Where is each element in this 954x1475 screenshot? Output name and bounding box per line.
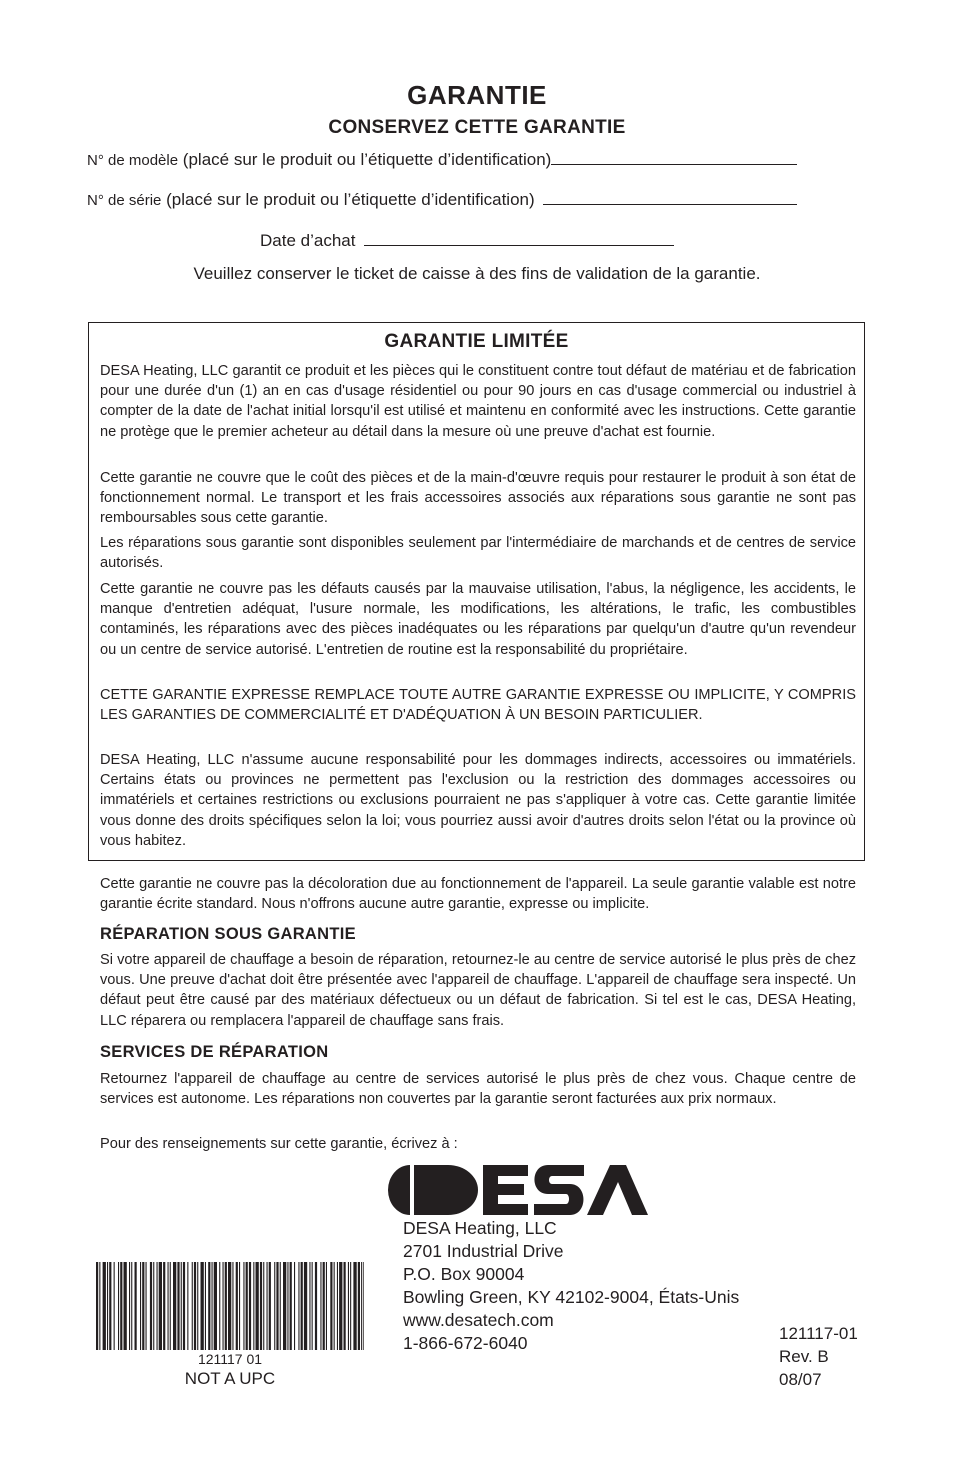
barcode-bar bbox=[298, 1262, 299, 1350]
model-number-blank[interactable] bbox=[551, 149, 797, 165]
barcode-bar bbox=[287, 1262, 288, 1350]
barcode-bar bbox=[212, 1262, 213, 1350]
barcode-bar bbox=[323, 1262, 325, 1350]
barcode-bar bbox=[312, 1262, 313, 1350]
barcode-bar bbox=[205, 1262, 206, 1350]
barcode-bar bbox=[361, 1262, 362, 1350]
barcode-bar bbox=[256, 1262, 259, 1350]
part-number: 121117-01 bbox=[779, 1324, 858, 1343]
contact-intro: Pour des renseignements sur cette garantie, écrivez à : bbox=[100, 1136, 458, 1152]
barcode-bar bbox=[103, 1262, 106, 1350]
barcode-bar bbox=[150, 1262, 152, 1350]
company-address bbox=[403, 1217, 739, 1355]
barcode-bar bbox=[124, 1262, 127, 1350]
barcode-bar bbox=[326, 1262, 327, 1350]
city-state-zip: Bowling Green, KY 42102-9004, États-Unis bbox=[403, 1287, 740, 1307]
barcode-bar bbox=[348, 1262, 349, 1350]
barcode-bar bbox=[263, 1262, 264, 1350]
repair-services-text: Retournez l'appareil de chauffage au centre de services autorisé le plus près de chez vous. Chaque centre de services est autonome. Les réparations non couvertes par la garantie seront facturées aux prix normaux. bbox=[100, 1071, 856, 1108]
barcode-bar bbox=[228, 1262, 231, 1350]
barcode-bar bbox=[239, 1262, 240, 1350]
repair-services-heading: SERVICES DE RÉPARATION bbox=[100, 1043, 329, 1061]
barcode-bar bbox=[253, 1262, 254, 1350]
serial-number-line bbox=[87, 189, 797, 210]
barcode-bar bbox=[159, 1262, 162, 1350]
barcode-bar bbox=[208, 1262, 210, 1350]
barcode-image bbox=[96, 1262, 364, 1350]
receipt-note: Veuillez conserver le ticket de caisse à des fins de validation de la garantie. bbox=[193, 264, 761, 283]
warranty-paragraph-3: Les réparations sous garantie sont disponibles seulement par l'intermédiaire de marchands et de centres de service autorisés. bbox=[100, 535, 856, 572]
barcode-bar bbox=[294, 1262, 295, 1350]
company-name: DESA Heating, LLC bbox=[403, 1218, 557, 1238]
document-info bbox=[779, 1322, 858, 1391]
warranty-paragraph-6: DESA Heating, LLC n'assume aucune responsabilité pour les dommages indirects, accessoires ou immatériels. Certains états ou provinces ne permettent pas l'exclusion ou la restriction des dommages accessoires ou immatériels et certaines restrictions ou exclusions pourraient ne pas s'appliquer à votre cas. Cette garantie limitée vous donne des droits spécifiques selon la loi; vous pourriez aussi avoir d'autres droits selon l'état ou la province où vous habitez. bbox=[100, 752, 856, 849]
barcode-bar bbox=[339, 1262, 342, 1350]
limited-warranty-box bbox=[88, 322, 865, 861]
warranty-paragraph-5: CETTE GARANTIE EXPRESSE REMPLACE TOUTE AUTRE GARANTIE EXPRESSE OU IMPLICITE, Y COMPRIS LES GARANTIES DE COMMERCIALITÉ ET D'ADÉQUATION À UN BESOIN PARTICULIER. bbox=[100, 687, 856, 724]
limited-warranty-title: GARANTIE LIMITÉE bbox=[384, 331, 569, 352]
barcode-bar bbox=[194, 1262, 196, 1350]
barcode-bar bbox=[330, 1262, 332, 1350]
barcode-bar bbox=[320, 1262, 321, 1350]
barcode-bar bbox=[140, 1262, 141, 1350]
barcode-bar bbox=[260, 1262, 262, 1350]
barcode-bar bbox=[163, 1262, 165, 1350]
barcode-bar bbox=[157, 1262, 158, 1350]
barcode-bar bbox=[363, 1262, 364, 1350]
warranty-repair-heading: RÉPARATION SOUS GARANTIE bbox=[100, 925, 356, 943]
barcode-bar bbox=[358, 1262, 360, 1350]
barcode-number: 121117 01 bbox=[197, 1351, 263, 1367]
barcode-bar bbox=[177, 1262, 179, 1350]
desa-logo bbox=[388, 1165, 648, 1215]
barcode-bar bbox=[201, 1262, 204, 1350]
barcode-bar bbox=[181, 1262, 182, 1350]
barcode-bar bbox=[170, 1262, 171, 1350]
model-number-prefix: N° de modèle bbox=[87, 152, 179, 169]
serial-number-text: (placé sur le produit ou l’étiquette d’identification) bbox=[166, 190, 535, 209]
barcode-bar bbox=[315, 1262, 317, 1350]
serial-number-prefix: N° de série bbox=[87, 192, 162, 209]
barcode-bar bbox=[96, 1262, 98, 1350]
warranty-paragraph-1: DESA Heating, LLC garantit ce produit et les pièces qui le constituent contre tout défaut de matériau et de fabrication pour une durée d'un (1) an en cas d'usage résidentiel ou pour 90 jours en cas d'usage commercial ou industriel à compter de la date de l'achat initial lorsqu'il est utilisé et maintenu en conformité avec les instructions. Cette garantie ne protège que le premier acheteur au détail dans la mesure où une preuve d'achat est fournie. bbox=[100, 363, 856, 440]
barcode-bar bbox=[249, 1262, 251, 1350]
barcode-bar bbox=[236, 1262, 238, 1350]
barcode-bar bbox=[168, 1262, 169, 1350]
barcode-bar bbox=[225, 1262, 227, 1350]
warranty-paragraph-4: Cette garantie ne couvre pas les défauts causés par la mauvaise utilisation, l'abus, la négligence, les accidents, le manque d'entretien adéquat, l'usure normale, les modifications, les altérations, le trafic, les combustibles contaminés, les réparations avec des pièces inadéquates ou les réparations par quelqu'un d'autre qu'un revendeur ou un centre de service autorisé. L'entretien de routine est la responsabilité du propriétaire. bbox=[100, 581, 856, 658]
barcode-bar bbox=[280, 1262, 281, 1350]
barcode-bar bbox=[274, 1262, 275, 1350]
page-subtitle: CONSERVEZ CETTE GARANTIE bbox=[328, 117, 626, 138]
barcode-bar bbox=[269, 1262, 271, 1350]
purchase-date-line bbox=[260, 230, 674, 251]
barcode-bar bbox=[214, 1262, 217, 1350]
purchase-date-blank[interactable] bbox=[364, 230, 674, 246]
barcode-note: NOT A UPC bbox=[184, 1369, 276, 1388]
barcode-bar bbox=[192, 1262, 193, 1350]
purchase-date-label: Date d’achat bbox=[260, 231, 356, 250]
barcode-bar bbox=[309, 1262, 310, 1350]
barcode-bar bbox=[334, 1262, 335, 1350]
barcode-bar bbox=[344, 1262, 346, 1350]
barcode-bar bbox=[304, 1262, 307, 1350]
barcode-bar bbox=[183, 1262, 185, 1350]
barcode-bar bbox=[146, 1262, 147, 1350]
warranty-repair-text: Si votre appareil de chauffage a besoin de réparation, retournez-le au centre de service autorisé le plus près de chez vous. Une preuve d'achat doit être présentée avec l'appareil de chauffage. L'appareil de chauffage sera inspecté. Un défaut peut être causé par des matériaux défectueux ou un défaut de fabrication. Si tel est le cas, DESA Heating, LLC réparera ou remplacera l'appareil de chauffage sans frais. bbox=[100, 952, 856, 1029]
barcode-bar bbox=[197, 1262, 198, 1350]
barcode-bar bbox=[114, 1262, 115, 1350]
barcode-bar bbox=[118, 1262, 119, 1350]
barcode-bar bbox=[99, 1262, 100, 1350]
page-title: GARANTIE bbox=[407, 80, 547, 110]
barcode-bar bbox=[337, 1262, 338, 1350]
barcode-bar bbox=[187, 1262, 188, 1350]
barcode-bar bbox=[283, 1262, 286, 1350]
street-address: 2701 Industrial Drive bbox=[403, 1241, 564, 1261]
barcode-bar bbox=[290, 1262, 292, 1350]
barcode-bar bbox=[129, 1262, 130, 1350]
barcode-bar bbox=[350, 1262, 351, 1350]
barcode-bar bbox=[301, 1262, 303, 1350]
serial-number-blank[interactable] bbox=[543, 189, 797, 205]
website-link[interactable]: www.desatech.com bbox=[403, 1310, 554, 1330]
barcode-bar bbox=[109, 1262, 111, 1350]
barcode-bar bbox=[232, 1262, 233, 1350]
barcode-bar bbox=[243, 1262, 244, 1350]
barcode-bar bbox=[173, 1262, 176, 1350]
model-number-line bbox=[87, 149, 797, 170]
po-box: P.O. Box 90004 bbox=[403, 1264, 525, 1284]
revision-date: 08/07 bbox=[779, 1370, 822, 1389]
barcode-bar bbox=[353, 1262, 356, 1350]
revision: Rev. B bbox=[779, 1347, 829, 1366]
barcode-bar bbox=[267, 1262, 268, 1350]
barcode-bar bbox=[223, 1262, 224, 1350]
barcode-bar bbox=[107, 1262, 108, 1350]
phone-number: 1-866-672-6040 bbox=[403, 1333, 528, 1353]
barcode-bar bbox=[219, 1262, 220, 1350]
barcode-bar bbox=[153, 1262, 154, 1350]
barcode-bar bbox=[142, 1262, 144, 1350]
barcode-bar bbox=[131, 1262, 132, 1350]
barcode-bar bbox=[120, 1262, 122, 1350]
barcode-bar bbox=[276, 1262, 278, 1350]
warranty-paragraph-2: Cette garantie ne couvre que le coût des pièces et de la main-d'œuvre requis pour restaurer le produit à son état de fonctionnement normal. Le transport et les frais accessoires associés aux réparations sous garantie ne sont pas remboursables sous cette garantie. bbox=[100, 470, 856, 527]
discoloration-note: Cette garantie ne couvre pas la décoloration due au fonctionnement de l'appareil. La seule garantie valable est notre garantie écrite standard. Nous n'offrons aucune autre garantie, expresse ou implicite. bbox=[100, 876, 856, 913]
barcode-bar bbox=[135, 1262, 137, 1350]
barcode-bar bbox=[246, 1262, 248, 1350]
model-number-text: (placé sur le produit ou l’étiquette d’identification) bbox=[182, 150, 552, 169]
